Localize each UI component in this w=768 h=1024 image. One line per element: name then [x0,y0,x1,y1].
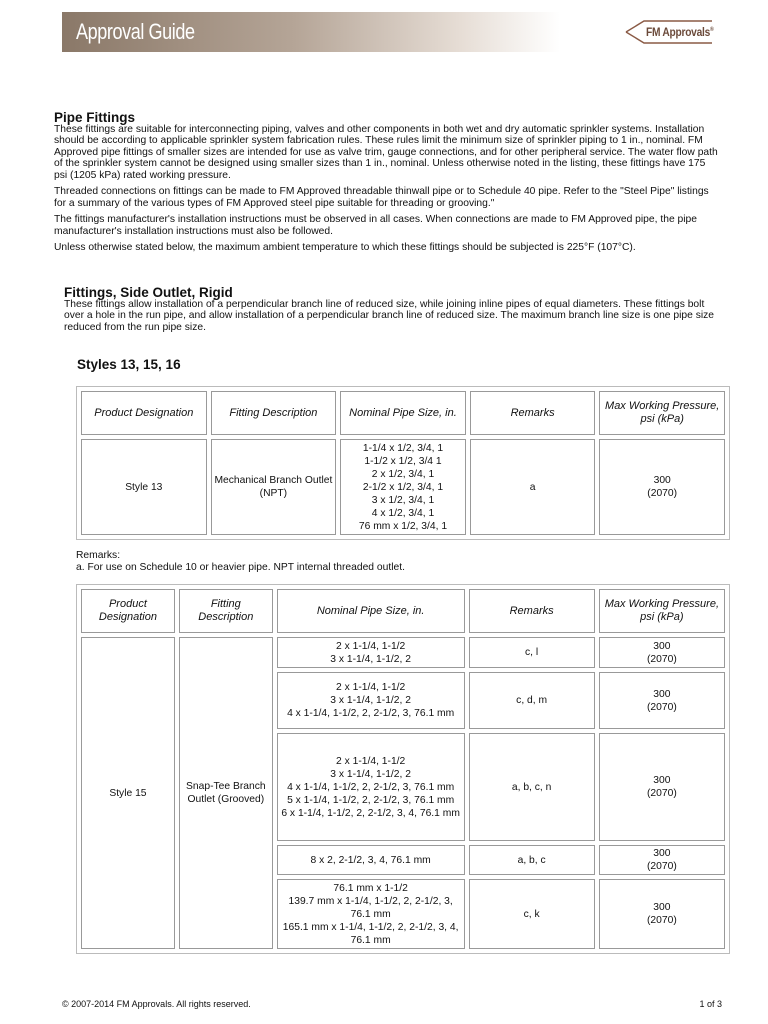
table-row [81,637,725,668]
header-title: Approval Guide [76,19,195,44]
logo-text: FM Approvals® [646,25,714,39]
size-line: 3 x 1-1/4, 1-1/2, 2 [330,653,411,665]
pressure-cell [599,672,725,729]
header-fitting: Fitting Description [179,589,273,633]
remark-a: a. For use on Schedule 10 or heavier pipe. NPT internal threaded outlet. [76,562,405,573]
size-line: 2 x 1-1/4, 1-1/2 [336,682,406,693]
table-row [81,672,725,729]
product-cell: Style 15 [81,637,175,949]
size-line: 3 x 1/2, 3/4, 1 [371,494,435,506]
copyright: © 2007-2014 FM Approvals. All rights reserved. [62,999,251,1009]
header-product: Product Designation [81,391,207,435]
size-line: 3 x 1-1/4, 1-1/2, 2 [330,695,411,706]
sizes-cell [277,637,465,668]
pressure-kpa: (2070) [646,653,677,665]
sizes-cell [340,439,466,535]
size-line: 139.7 mm x 1-1/4, 1-1/2, 2, 2-1/2, 3, 76.1 mm [288,895,453,920]
size-line: 2 x 1-1/4, 1-1/2 [336,640,406,652]
header-nominal: Nominal Pipe Size, in. [277,589,465,633]
pipe-fittings-title: Pipe Fittings [54,110,135,125]
size-line: 76 mm x 1/2, 3/4, 1 [358,520,448,532]
side-outlet-section [64,287,719,333]
size-line: 1-1/2 x 1/2, 3/4 1 [364,455,442,467]
page-number: 1 of 3 [699,999,722,1009]
fitting-cell: Snap-Tee Branch Outlet (Grooved) [179,637,273,949]
sizes-cell [277,845,465,875]
size-line: 76.1 mm x 1-1/2 [333,882,408,894]
header-nominal: Nominal Pipe Size, in. [340,391,466,435]
pressure-psi: 300 [653,640,671,652]
pressure-psi: 300 [653,848,671,859]
size-line: 2-1/2 x 1/2, 3/4, 1 [362,481,444,493]
paragraph: These fittings allow installation of a perpendicular branch line of reduced size, while joining inline pipes of equal diameters. These fittings bolt over a hole in the run pipe, and allow installation of a perpendicular branch line of reduced size. The maximum branch line size is one pipe size reduced from the run pipe size. [64,298,715,333]
fm-approvals-logo [624,18,716,46]
remarks-label: Remarks: [76,550,121,561]
sizes-cell [277,879,465,949]
remarks-cell: a, b, c, n [469,733,595,841]
style-13-table [76,386,730,540]
header-remarks: Remarks [470,391,596,435]
table-header-row [81,391,725,435]
fitting-cell: Mechanical Branch Outlet (NPT) [211,439,337,535]
styles-title: Styles 13, 15, 16 [77,357,181,372]
pressure-psi: 300 [653,775,671,786]
size-line: 1-1/4 x 1/2, 3/4, 1 [362,442,444,454]
size-line: 4 x 1-1/4, 1-1/2, 2, 2-1/2, 3, 76.1 mm [287,781,455,793]
sizes-cell [277,672,465,729]
pressure-kpa: (2070) [646,861,677,872]
size-line: 2 x 1/2, 3/4, 1 [371,468,435,480]
pressure-cell [599,733,725,841]
paragraph: These fittings are suitable for interconnecting piping, valves and other components in both wet and dry automatic sprinkler systems. Installation should be according to applicable sprinkler system fabrication rules. These rules limit the minimum size of sprinkler piping to 1 in., nominal. FM Approved pipe fittings of smaller sizes are intended for use as valve trim, gauge connections, and for other peripheral service. The water flow path of the sprinkler system cannot be designed using smaller sizes than 1 in., nominal. Unless otherwise noted in the listing, these fittings have 175 psi (1205 kPa) rated working pressure. [54,123,718,181]
remarks-cell: c, k [469,879,595,949]
table-row [81,733,725,841]
paragraph: The fittings manufacturer's installation instructions must be observed in all cases. When connections are made to FM Approved pipe, the pipe manufacturer's installation instructions must also be followed. [54,214,697,237]
header-pressure: Max Working Pressure, psi (kPa) [599,589,725,633]
size-line: 165.1 mm x 1-1/4, 1-1/2, 2, 2-1/2, 3, 4, 76.1 mm [282,921,459,946]
remarks-note [76,550,405,574]
remarks-cell: a, b, c [469,845,595,875]
logo-registered-mark: ® [710,27,714,33]
pressure-kpa: (2070) [646,701,677,713]
table-row [81,439,725,535]
pressure-cell [599,879,725,949]
remarks-cell: a [470,439,596,535]
size-line: 4 x 1-1/4, 1-1/2, 2, 2-1/2, 3, 76.1 mm [287,708,455,719]
table-row [81,879,725,949]
table-row [81,845,725,875]
paragraph: Unless otherwise stated below, the maximum ambient temperature to which these fittings should be subjected is 225°F (107°C). [54,242,636,253]
size-line: 8 x 2, 2-1/2, 3, 4, 76.1 mm [310,854,431,866]
size-line: 2 x 1-1/4, 1-1/2 [336,755,406,767]
pressure-kpa: (2070) [647,488,678,499]
product-cell: Style 13 [81,439,207,535]
pressure-psi: 300 [653,688,671,700]
pressure-kpa: (2070) [646,788,677,799]
header-pressure: Max Working Pressure, psi (kPa) [599,391,725,435]
size-line: 6 x 1-1/4, 1-1/2, 2, 2-1/2, 3, 4, 76.1 mm [281,807,460,819]
size-line: 3 x 1-1/4, 1-1/2, 2 [330,768,411,780]
pressure-psi: 300 [653,475,671,486]
header-fitting: Fitting Description [211,391,337,435]
header-banner [62,12,726,52]
paragraph: Threaded connections on fittings can be made to FM Approved threadable thinwall pipe or to Schedule 40 pipe. Refer to the "Steel Pipe" listings for a summary of the various types of FM Approved steel pipe suitable for threading or grooving." [54,186,709,209]
pressure-cell [599,845,725,875]
pressure-cell [599,637,725,668]
remarks-cell: c, d, m [469,672,595,729]
style-15-table [76,584,730,954]
table-header-row [81,589,725,633]
size-line: 5 x 1-1/4, 1-1/2, 2, 2-1/2, 3, 76.1 mm [287,794,455,806]
side-outlet-title: Fittings, Side Outlet, Rigid [64,285,233,300]
remarks-cell: c, l [469,637,595,668]
pressure-cell [599,439,725,535]
header-product: Product Designation [81,589,175,633]
size-line: 4 x 1/2, 3/4, 1 [371,507,435,519]
sizes-cell [277,733,465,841]
header-remarks: Remarks [469,589,595,633]
pressure-kpa: (2070) [646,915,677,926]
pressure-psi: 300 [653,902,671,913]
pipe-fittings-section [54,112,719,259]
